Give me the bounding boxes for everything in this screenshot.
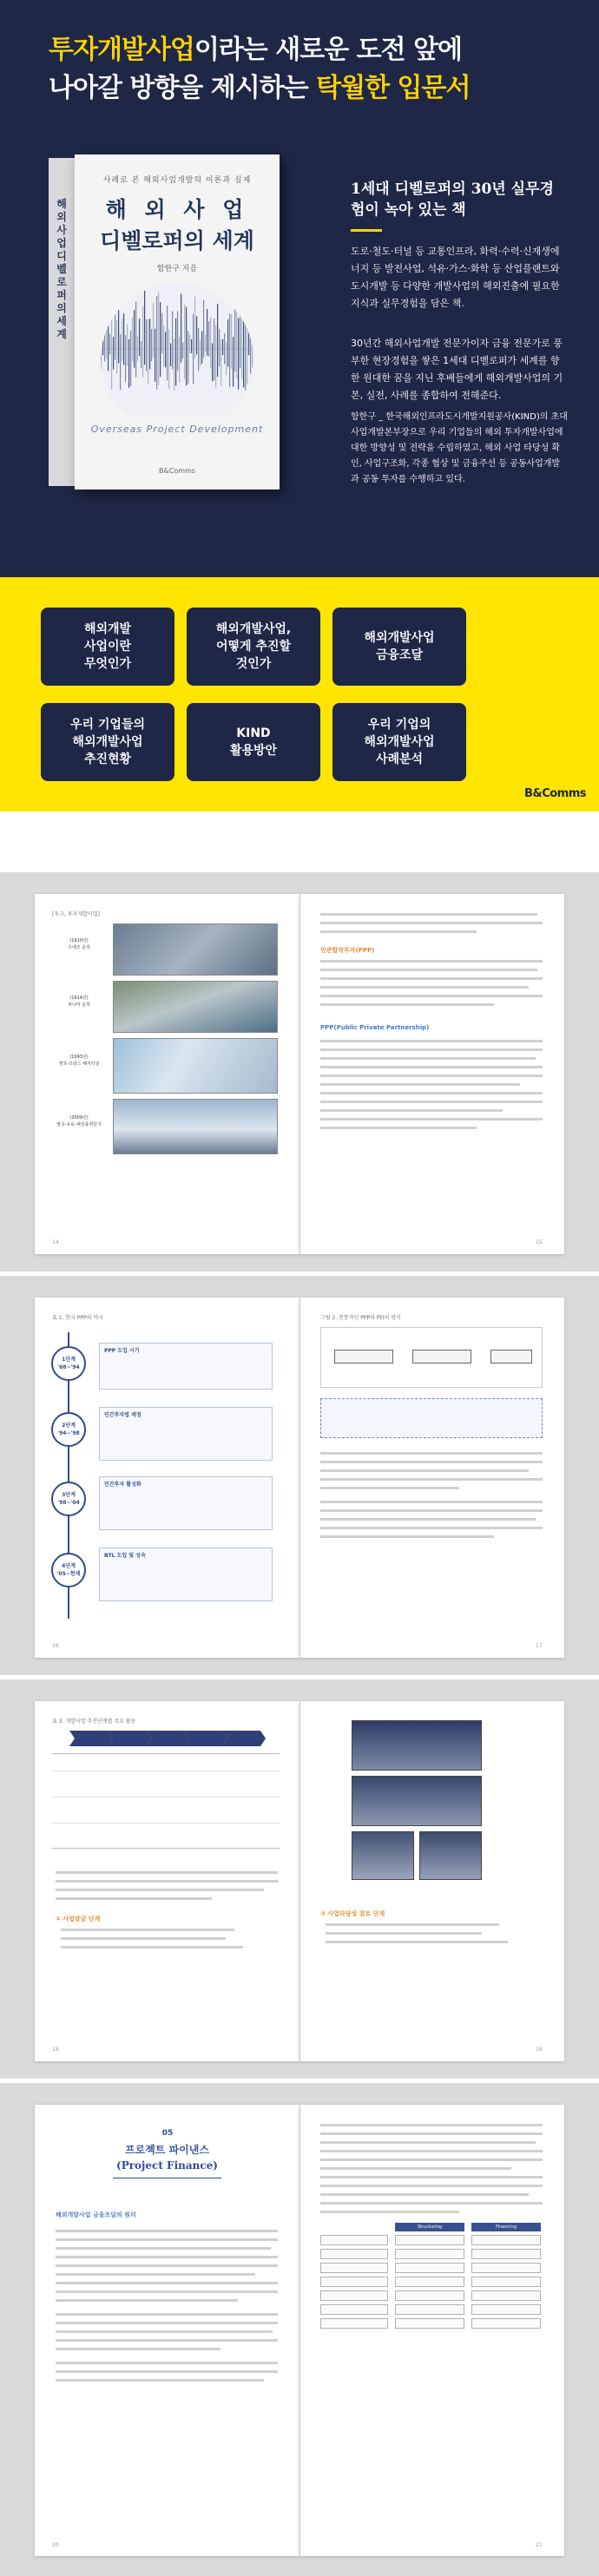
text-line: [326, 1932, 482, 1935]
process-step-3: [146, 1731, 189, 1746]
text-line: [326, 1941, 508, 1943]
table-cell: [320, 2304, 388, 2315]
hero-section: [0, 0, 599, 577]
topic-card-5: KIND 활용방안: [187, 703, 320, 781]
timeline-era-2: 2단계 '94~'98: [51, 1412, 86, 1447]
spread-1-left-page: [35, 894, 300, 1254]
text-line: [320, 1092, 543, 1094]
text-line: [320, 1535, 494, 1538]
table-cell: [320, 2249, 388, 2259]
intro-paragraph-1: 도로·철도·터널 등 교통인프라, 화력·수력·신재생에너지 등 발전사업, 석유·가스·화학 등 산업플랜트와 도시개발 등 다양한 개발사업의 해외진출에 필요한 지식과 실무경험을 담은 책.: [351, 246, 560, 309]
table-cell: [395, 2263, 464, 2273]
text-line: [320, 2141, 536, 2144]
text-line: [320, 922, 543, 924]
text-line: [56, 2299, 238, 2302]
text-line: [320, 1118, 543, 1120]
text-line: [56, 2370, 278, 2373]
text-line: [320, 1518, 536, 1521]
table-cell: [471, 2249, 541, 2259]
topic-card-2: 해외개발사업, 어떻게 추진할 것인가: [187, 608, 320, 686]
page-number-right: 21: [536, 2542, 543, 2548]
text-line: [320, 2176, 543, 2178]
book-title-line2: 디벨로퍼의 세계: [100, 228, 254, 253]
text-line: [320, 2150, 543, 2152]
headline-accent-2: 탁월한 입문서: [316, 73, 471, 103]
headline-text-2: 나아갈 방향을 제시하는: [49, 73, 317, 103]
photo-signing-ceremony-2: [352, 1776, 482, 1826]
spread-2-right-page: [300, 1298, 564, 1658]
headline-text-1: 이라는 새로운 도전 앞에: [194, 35, 463, 65]
text-line: [56, 2322, 278, 2324]
text-line: [56, 2238, 278, 2241]
page-number-left: 16: [52, 1643, 59, 1649]
text-line: [320, 986, 529, 989]
section-heading-blue: PPP(Public Private Partnership): [320, 1024, 430, 1031]
topic-card-1: 해외개발 사업이란 무엇인가: [41, 608, 174, 686]
spread-1-right-page: [300, 894, 564, 1254]
timeline-era-1: 1단계 '68~'94: [51, 1346, 86, 1381]
photo-label-1: (1910년) 수에즈 운하: [68, 938, 90, 950]
chapter-title-english: (Project Finance): [116, 2159, 218, 2172]
book-spine: [49, 158, 76, 486]
timeline-era-4: 4단계 '05~현재: [51, 1553, 86, 1587]
section-heading-orange: 민관합작투자(PPP): [320, 947, 375, 954]
era-title-1: PPP 도입 시기: [104, 1348, 140, 1354]
table-cell: [395, 2277, 464, 2287]
photo-event-4: [419, 1831, 482, 1880]
intro-paragraph-2: 30년간 해외사업개발 전문가이자 금융 전문가로 풍부한 현장경험을 쌓은 1세대 디벨로퍼가 세계를 향한 원대한 꿈을 지닌 후배들에게 해외개발사업의 기본, 실전, 사례를 종합하여 전해준다.: [351, 338, 563, 401]
text-line: [320, 1509, 543, 1512]
chapter-number: 05: [161, 2129, 174, 2138]
topic-card-6: 우리 기업의 해외개발사업 사례분석: [332, 703, 466, 781]
text-line: [320, 1127, 477, 1129]
photo-label-3: (1993년) 영국-프랑스 해저터널: [58, 1055, 100, 1067]
photo-suez-canal: [113, 923, 278, 976]
process-step-1: [69, 1731, 113, 1746]
text-line: [320, 1527, 543, 1529]
table-cell: [320, 2290, 388, 2301]
photo-label-2: (1914년) 파나마 운하: [68, 996, 90, 1008]
process-step-5: [222, 1731, 266, 1746]
text-line: [320, 1501, 543, 1503]
text-line: [56, 2313, 278, 2316]
spread-3-left-page: [35, 1701, 300, 2061]
text-line: [320, 2185, 543, 2187]
table-cell: [320, 2318, 388, 2329]
section-heading-orange: ① 사업발굴 단계: [56, 1916, 101, 1922]
text-line: [61, 1946, 243, 1948]
book-title-line1: 해 외 사 업: [105, 197, 249, 222]
book-subtitle: 사례로 본 해외사업개발의 이론과 실제: [102, 176, 252, 185]
table-cell: [471, 2263, 541, 2273]
book-english-title: Overseas Project Development: [90, 424, 264, 435]
text-line: [56, 1871, 278, 1874]
text-line: [320, 960, 543, 963]
text-line: [320, 1003, 494, 1006]
page-number-left: 14: [52, 1239, 59, 1245]
chapter-title-korean: 프로젝트 파이낸스: [125, 2144, 209, 2156]
section-heading-orange: ② 사업타당성 검토 단계: [320, 1910, 385, 1917]
table-cell: [395, 2304, 464, 2315]
process-step-4: [184, 1731, 227, 1746]
text-line: [56, 2362, 278, 2364]
table-cell: [395, 2249, 464, 2259]
text-line: [56, 2264, 278, 2267]
text-line: [56, 2379, 264, 2382]
table-cell: [471, 2235, 541, 2245]
photo-signing-ceremony-1: [352, 1720, 482, 1771]
text-line: [320, 1083, 520, 1086]
table-cell: [395, 2235, 464, 2245]
spread-4-right-page: [300, 2105, 564, 2556]
intro-heading: 1세대 디벨로퍼의 30년 실무경험이 녹아 있는 책: [351, 181, 554, 219]
cover-globe-illustration: [90, 281, 264, 417]
text-line: [56, 2290, 278, 2293]
text-line: [61, 1929, 234, 1931]
spread-2-right-label: 그림 2. 전통적인 PPP와 PFI의 방식: [320, 1315, 401, 1321]
table-header-structuring: Structuring: [395, 2223, 464, 2231]
section-heading: 해외개발사업 금융조달의 원리: [56, 2211, 136, 2218]
text-line: [320, 969, 537, 971]
spread-2-left-page: [35, 1298, 300, 1658]
text-line: [56, 1889, 264, 1891]
diagram-box: [412, 1350, 471, 1364]
text-line: [320, 977, 543, 980]
table-cell: [320, 2235, 388, 2245]
spread-4-left-page: [35, 2105, 300, 2556]
photo-channel-tunnel-map: [113, 1038, 278, 1094]
page-number-right: 15: [536, 1239, 543, 1245]
text-line: [320, 1074, 543, 1077]
table-cell: [395, 2290, 464, 2301]
author-bio: 함한구 _ 한국해외인프라도시개발지원공사(KIND)의 초대 사업개발본부장으로 우리 기업들의 해외 투자개발사업에 대한 방향성 및 전략을 수립하였고, 해외 사업 타당성 확인, 사업구조화, 각종 협상 및 금융주선 등 공동사업개발과 공동 투자를 수행하고 있다.: [351, 412, 568, 484]
photo-offshore-wind: [113, 1099, 278, 1154]
intro-heading-rule: [351, 229, 382, 232]
page-number-right: 19: [536, 2047, 543, 2053]
text-line: [320, 930, 477, 933]
text-line: [320, 1048, 543, 1051]
book-front-cover: [75, 154, 280, 490]
book-spine-title: 해외 사업 디벨로퍼의 세계: [56, 198, 67, 340]
timeline-era-3: 3단계 '98~'04: [51, 1482, 86, 1516]
text-line: [320, 2167, 511, 2170]
text-line: [61, 1937, 226, 1940]
text-line: [326, 1923, 499, 1926]
text-line: [56, 2330, 273, 2333]
text-line: [320, 1040, 543, 1042]
headline: [49, 31, 561, 108]
book-publisher: B&Comms: [159, 467, 195, 475]
text-line: [320, 1066, 543, 1068]
text-line: [320, 1487, 459, 1489]
table-cell: [471, 2304, 541, 2315]
text-line: [320, 1452, 543, 1455]
page-number-left: 20: [52, 2542, 59, 2548]
era-title-2: 민간투자법 제정: [104, 1412, 142, 1418]
text-line: [56, 2339, 278, 2342]
era-title-4: BTL 도입 및 성숙: [104, 1553, 146, 1559]
table-rule: [52, 1823, 280, 1824]
text-line: [320, 1101, 543, 1103]
text-line: [320, 2132, 543, 2135]
spread-2-left-label: 표 1. 한국 PPP의 역사: [52, 1315, 103, 1321]
era-title-3: 민간투자 활성화: [104, 1482, 142, 1488]
publisher-logo: B&Comms: [524, 787, 587, 800]
text-line: [320, 2124, 543, 2126]
table-cell: [320, 2263, 388, 2273]
spread-3-left-label: 표 3. 개발사업 추진단계별 주요 활동: [52, 1718, 136, 1725]
text-line: [320, 1057, 536, 1060]
text-line: [320, 1461, 543, 1463]
photo-event-3: [352, 1831, 414, 1880]
table-cell: [471, 2290, 541, 2301]
book-author: 함한구 지음: [156, 265, 198, 273]
spread-3-right-page: [300, 1701, 564, 2061]
text-line: [56, 2273, 255, 2276]
text-line: [56, 2230, 278, 2232]
text-line: [320, 2159, 543, 2161]
text-line: [56, 2282, 278, 2284]
text-line: [320, 913, 537, 916]
diagram-box: [334, 1350, 393, 1364]
table-cell: [471, 2277, 541, 2287]
table-cell: [320, 2277, 388, 2287]
text-line: [56, 1880, 278, 1883]
topic-card-4: 우리 기업들의 해외개발사업 추진현황: [41, 703, 174, 781]
text-line: [320, 2202, 543, 2205]
table-cell: [395, 2318, 464, 2329]
text-line: [320, 2211, 459, 2213]
spread-1-left-label: [우크, 투자개발사업]: [52, 911, 100, 917]
text-line: [320, 1478, 543, 1481]
text-line: [56, 2247, 271, 2250]
text-line: [320, 2193, 529, 2196]
ppp-note-box: [320, 1398, 543, 1438]
text-line: [56, 2256, 278, 2258]
text-line: [320, 995, 543, 997]
headline-accent-1: 투자개발사업: [49, 35, 194, 65]
page-number-right: 17: [536, 1643, 543, 1649]
photo-label-4: (2009년) 영국-유로-해상풍력단지: [56, 1115, 102, 1127]
text-line: [56, 1897, 212, 1900]
topic-card-3: 해외개발사업 금융조달: [332, 608, 466, 686]
photo-panama-canal: [113, 981, 278, 1033]
diagram-box: [490, 1350, 532, 1364]
book-cover-image: [49, 154, 281, 493]
text-line: [320, 1109, 503, 1112]
text-line: [320, 1469, 529, 1472]
activity-table: [52, 1753, 280, 1849]
text-line: [56, 2348, 221, 2350]
table-cell: [471, 2318, 541, 2329]
process-step-2: [108, 1731, 151, 1746]
table-header-financing: Financing: [471, 2223, 541, 2231]
page-number-left: 18: [52, 2047, 59, 2053]
